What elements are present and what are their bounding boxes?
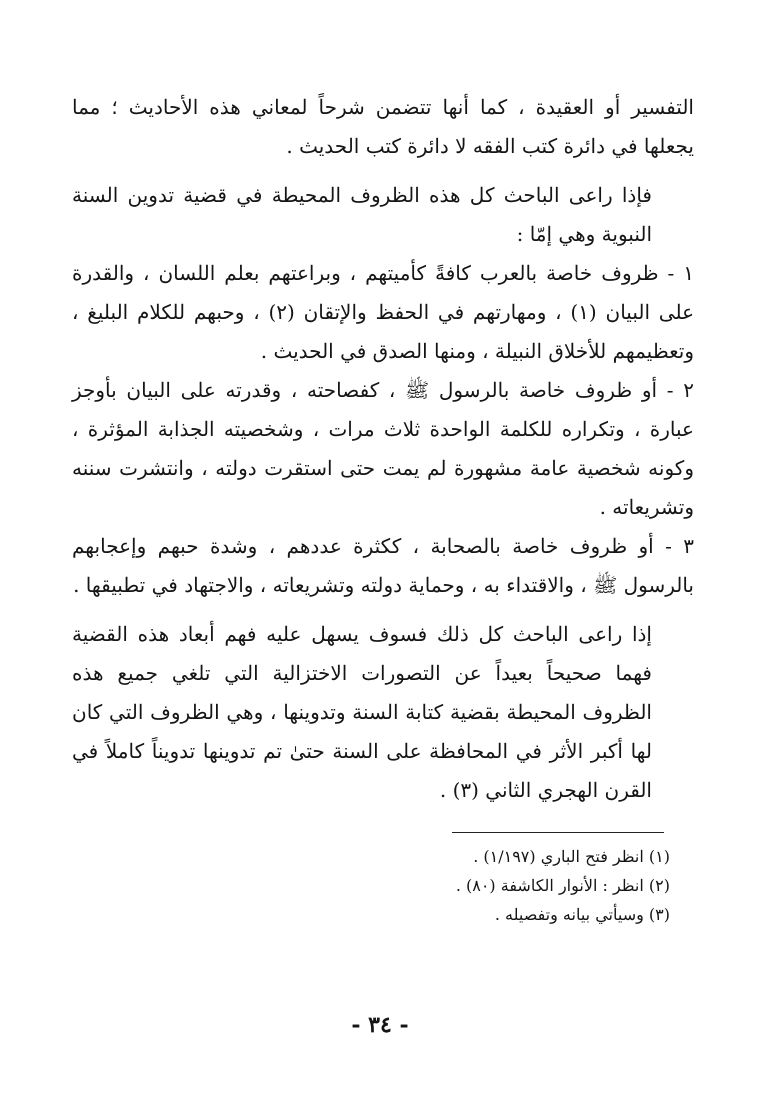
footnote-2: (٢) انظر : الأنوار الكاشفة (٨٠) . (455, 876, 670, 895)
footnote-1: (١) انظر فتح الباري (١/١٩٧) . (473, 847, 670, 866)
list-item-arabs: ١ - ظروف خاصة بالعرب كافةً كأميتهم ، وبراعتهم بعلم اللسان ، والقدرة على البيان (١) ، ومهارتهم في الحفظ والإتقان (٢) ، وحبهم للكلام البليغ ، وتعظيمهم للأخلاق النبيلة ، ومنها الصدق في الحديث . (72, 261, 695, 363)
paragraph-intro: فإذا راعى الباحث كل هذه الظروف المحيطة في قضية تدوين السنة النبوية وهي إمّا : (72, 183, 652, 246)
footnote-separator (452, 832, 664, 833)
paragraph-conclusion: إذا راعى الباحث كل ذلك فسوف يسهل عليه فهم أبعاد هذه القضية فهما صحيحاً بعيداً عن التصورات الاختزالية التي تلغي جميع هذه الظروف المحيطة بقضية كتابة السنة وتدوينها ، وهي الظروف التي كان لها أكبر الأثر في المحافظة على السنة حتىٰ تم تدوينها تدويناً كاملاً في القرن الهجري الثاني (٣) . (72, 622, 652, 802)
list-item-companions: ٣ - أو ظروف خاصة بالصحابة ، ككثرة عددهم ، وشدة حبهم وإعجابهم بالرسول ﷺ ، والاقتداء به ، وحماية دولته وتشريعاته ، والاجتهاد في تطبيقها . (72, 534, 694, 597)
main-text (72, 88, 694, 810)
page-number: - ٣٤ - (351, 1012, 409, 1038)
footnotes (320, 842, 670, 929)
list-item-prophet: ٢ - أو ظروف خاصة بالرسول ﷺ ، كفصاحته ، وقدرته على البيان بأوجز عبارة ، وتكراره للكلمة الواحدة ثلاث مرات ، وشخصيته الجذابة المؤثرة ، وكونه شخصية عامة مشهورة لم يمت حتى استقرت دولته ، وانتشرت سننه وتشريعاته . (72, 378, 694, 519)
paragraph-continuation: التفسير أو العقيدة ، كما أنها تتضمن شرحاً لمعاني هذه الأحاديث ؛ مما يجعلها في دائرة كتب الفقه لا دائرة كتب الحديث . (72, 95, 694, 158)
footnote-3: (٣) وسيأتي بيانه وتفصيله . (494, 905, 670, 924)
